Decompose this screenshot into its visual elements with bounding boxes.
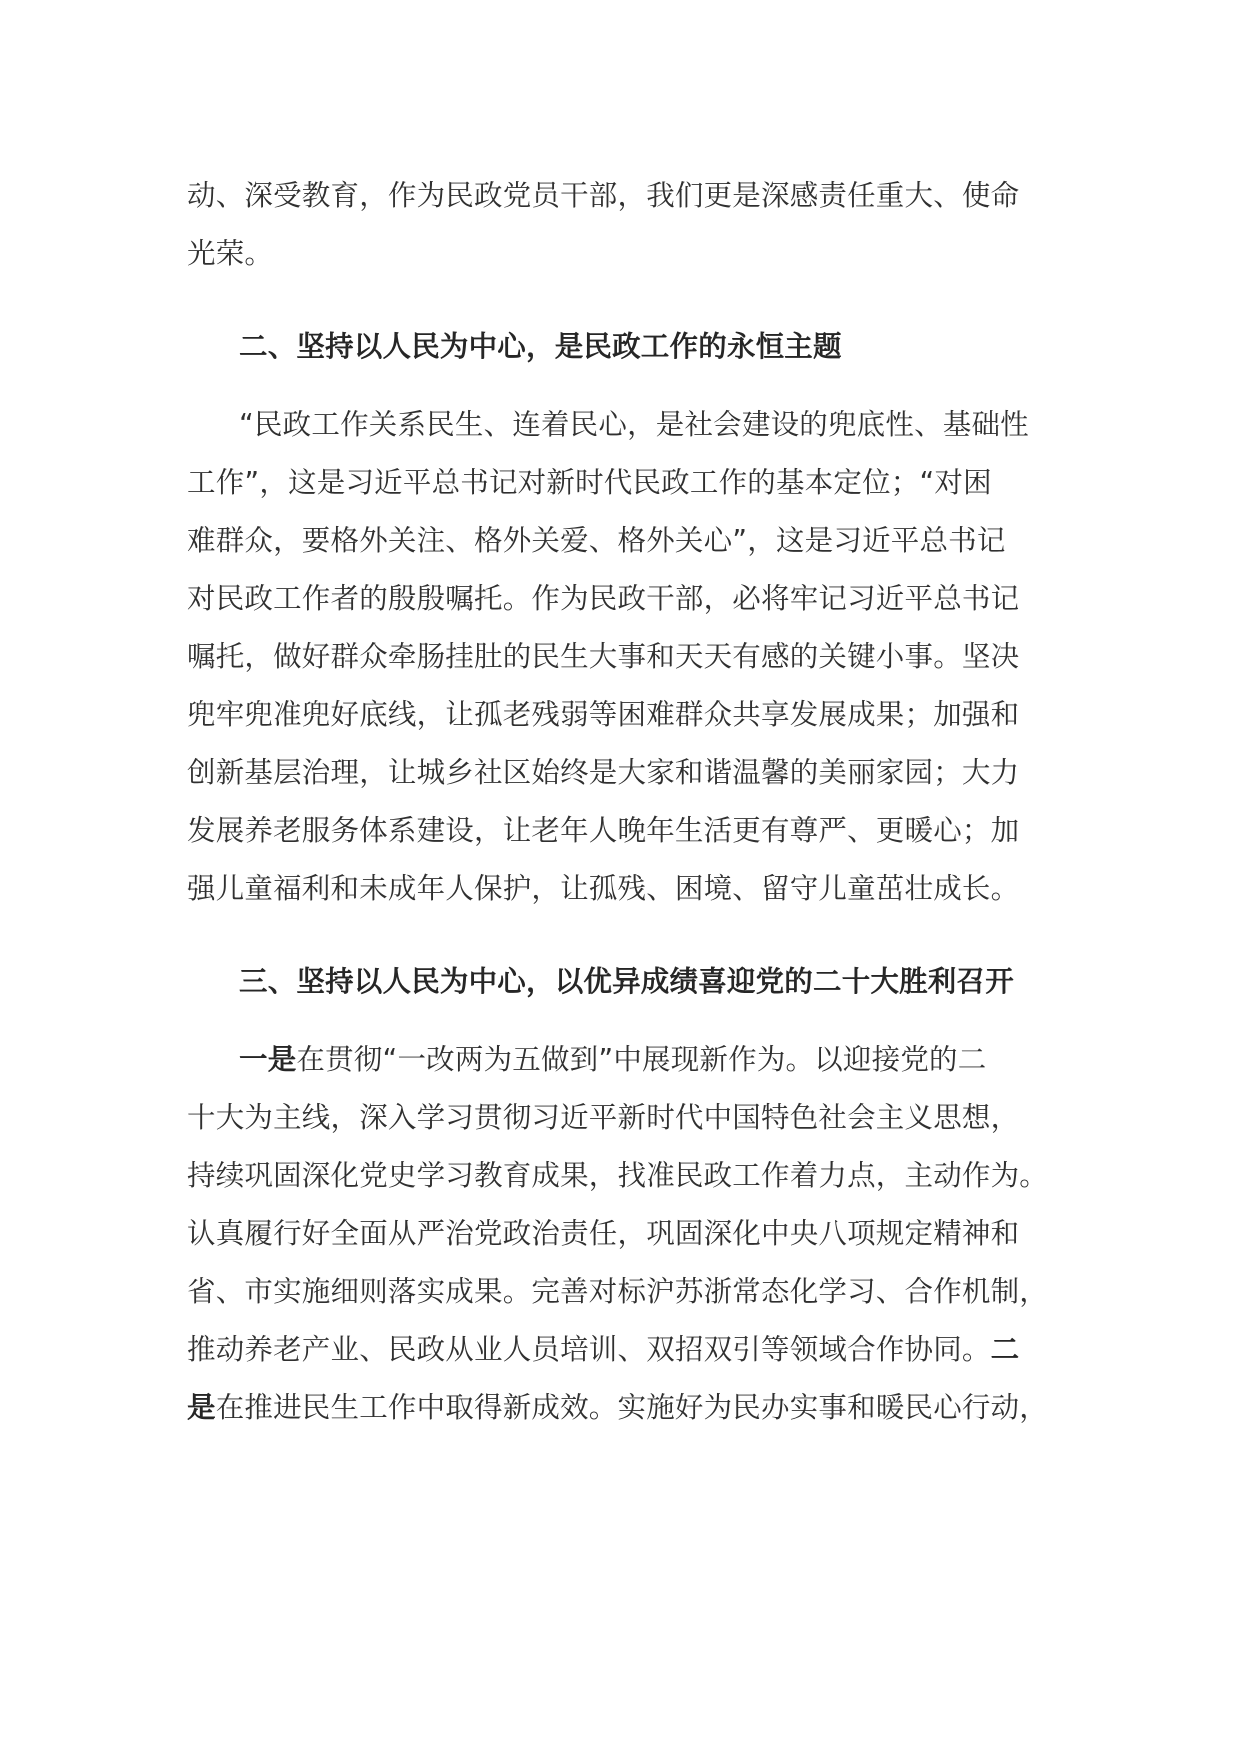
body-text-line: 光荣。 <box>187 237 274 270</box>
body-text-line: 嘱托，做好群众牵肠挂肚的民生大事和天天有感的关键小事。坚决 <box>187 640 1020 673</box>
body-text-line <box>187 1388 1048 1428</box>
body-text-line: 工作”，这是习近平总书记对新时代民政工作的基本定位；“对困 <box>187 466 992 499</box>
section-heading: 二、坚持以人民为中心，是民政工作的永恒主题 <box>239 330 842 363</box>
body-text-line: 持续巩固深化党史学习教育成果，找准民政工作着力点，主动作为。 <box>187 1159 1049 1192</box>
item-text: 在推进民生工作中取得新成效。实施好为民办实事和暖民心行动， <box>215 1391 1049 1424</box>
body-text-line: 认真履行好全面从严治党政治责任，巩固深化中央八项规定精神和 <box>187 1217 1020 1250</box>
body-text-line: 对民政工作者的殷殷嘱托。作为民政干部，必将牢记习近平总书记 <box>187 582 1020 615</box>
item-text: 推动养老产业、民政从业人员培训、双招双引等领域合作协同。 <box>187 1333 991 1366</box>
body-text-line: 十大为主线，深入学习贯彻习近平新时代中国特色社会主义思想， <box>187 1101 1020 1134</box>
body-text-line <box>187 1330 1019 1370</box>
item-marker: 一是 <box>239 1043 297 1076</box>
item-marker: 二 <box>990 1333 1020 1366</box>
body-text-line: 创新基层治理，让城乡社区始终是大家和谐温馨的美丽家园；大力 <box>187 756 1020 789</box>
body-text-line: 发展养老服务体系建设，让老年人晚年生活更有尊严、更暖心；加 <box>187 814 1020 847</box>
item-marker: 是 <box>187 1391 216 1424</box>
body-text-line: “民政工作关系民生、连着民心，是社会建设的兜底性、基础性 <box>239 408 1029 441</box>
item-text: 在贯彻“一改两为五做到”中展现新作为。以迎接党的二 <box>296 1043 987 1076</box>
body-text-line: 兜牢兜准兜好底线，让孤老残弱等困难群众共享发展成果；加强和 <box>187 698 1020 731</box>
body-text-line <box>239 1040 986 1080</box>
body-text-line: 难群众，要格外关注、格外关爱、格外关心”，这是习近平总书记 <box>187 524 1006 557</box>
body-text-line: 动、深受教育，作为民政党员干部，我们更是深感责任重大、使命 <box>187 179 1020 212</box>
body-text-line: 省、市实施细则落实成果。完善对标沪苏浙常态化学习、合作机制， <box>187 1275 1049 1308</box>
body-text-line: 强儿童福利和未成年人保护，让孤残、困境、留守儿童茁壮成长。 <box>187 872 1020 905</box>
section-heading: 三、坚持以人民为中心，以优异成绩喜迎党的二十大胜利召开 <box>239 965 1014 998</box>
